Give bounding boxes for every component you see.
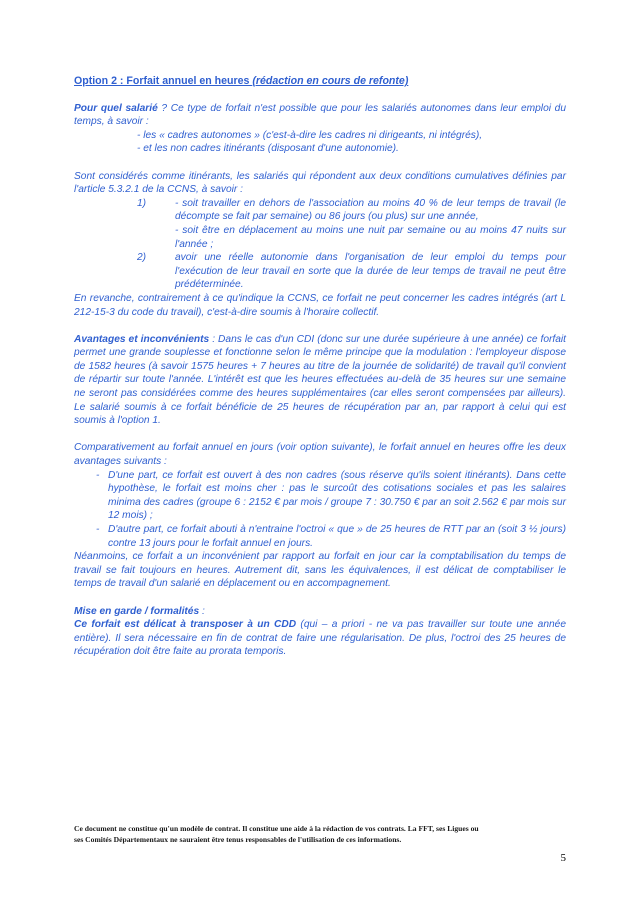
- spacer: [74, 319, 566, 333]
- heading-main-text: Option 2 : Forfait annuel en heures: [74, 75, 253, 87]
- paragraph-comparaison-closing: Néanmoins, ce forfait a un inconvénient par rapport au forfait en jour car la comptabilisation du temps de travail se fait toujours en heures. Autrement dit, sans les équivalences, il est délicat de comptabiliser le temps de travail d'un salarié en déplacement ou en accompagnement.: [74, 551, 566, 590]
- label-mise-en-garde: Mise en garde / formalités: [74, 605, 200, 617]
- numbered-item-2-marker: 2): [137, 252, 147, 264]
- bullet-item-dune-part-text: D'une part, ce forfait est ouvert à des non cadres (sous réserve qu'ils soient itinérants). Dans cette hypothèse, le forfait est moins cher : pas le surcoût des cotisations sociales et pas les salaires minima des cadres (groupe 6 : 2152 € par mois / groupe 7 : 30.750 € par an soit 2.562 € par mois sur 12 mois) ;: [108, 469, 566, 522]
- bullet-dash-icon: -: [96, 524, 100, 535]
- label-pour-quel-salarie: Pour quel salarié: [74, 102, 158, 114]
- spacer: [74, 428, 566, 442]
- numbered-item-2-text: avoir une réelle autonomie dans l'organisation de leur emploi du temps pour l'exécution de leur travail en sorte que la durée de leur temps de travail ne peut être prédéterminée.: [175, 252, 566, 291]
- text-cdd-warning-body: (qui – a priori - ne va pas travailler sur toute une année entière). Il sera nécessaire en fin de contrat de faire une régularisation. De plus, l'octroi des 25 heures de récupération doit être faite au prorata temporis.: [74, 619, 566, 658]
- numbered-item-1: [74, 197, 566, 224]
- list-item-cadres-autonomes: - les « cadres autonomes » (c'est-à-dire les cadres ni dirigeants, ni intégrés),: [137, 129, 483, 141]
- paragraph-pour-quel-salarie: [74, 102, 566, 129]
- spacer: [74, 591, 566, 605]
- spacer: [74, 88, 566, 102]
- paragraph-itinerants-intro: Sont considérés comme itinérants, les salariés qui répondent aux deux conditions cumulatives définies par l'article 5.3.2.1 de la CCNS, à savoir :: [74, 170, 566, 196]
- numbered-item-1-sub-dash: - soit être en déplacement au moins une nuit par semaine ou au moins 47 nuits sur l'année ;: [175, 224, 566, 250]
- bullet-item-dautre-part-text: D'autre part, ce forfait abouti à n'entraine l'octroi « que » de 25 heures de RTT par an (soit 3 ½ jours) contre 13 jours pour le forfait annuel en jours.: [108, 524, 566, 549]
- numbered-item-1-marker: 1): [137, 197, 147, 209]
- document-body: [74, 74, 566, 659]
- text-pour-quel-salarie-body: ? Ce type de forfait n'est possible que pour les salariés autonomes dans leur emploi du temps, à savoir :: [74, 102, 566, 128]
- text-avantages-body: : Dans le cas d'un CDI (donc sur une durée supérieure à une année) ce forfait permet une grande souplesse et fonctionne selon le même principe que la modulation : l'employeur dispose de 1582 heures (à savoir 1575 heures + 7 heures au titre de la journée de solidarité) de travail qu'il convient de répartir sur toute l'année. L'intérêt est que les heures effectuées au-delà de 35 heures sur une semaine ne seront pas considérées comme des heures supplémentaires (car elles seront compensées par ailleurs). Le salarié soumis à ce forfait bénéficie de 25 heures de récupération par an, par rapport à celui qui est soumis à l'option 1.: [74, 333, 566, 427]
- section-heading: [74, 74, 566, 88]
- paragraph-itinerants-closing: En revanche, contrairement à ce qu'indique la CCNS, ce forfait ne peut concerner les cadres intégrés (art L 212-15-3 du code du travail), c'est-à-dire soumis à l'horaire collectif.: [74, 292, 566, 318]
- bullet-dash-icon: -: [96, 469, 100, 481]
- bullet-item-dautre-part: [74, 523, 566, 550]
- bullet-item-dune-part: [74, 469, 566, 523]
- footer-line-2: ses Comités Départementaux ne sauraient être tenus responsables de l'utilisation de ces informations.: [74, 835, 402, 844]
- label-mise-en-garde-line: [74, 605, 566, 619]
- paragraph-mise-en-garde-warning: [74, 618, 566, 659]
- label-cdd-warning: Ce forfait est délicat à transposer à un CDD: [74, 619, 297, 631]
- label-avantages-inconvenients: Avantages et inconvénients: [74, 333, 210, 345]
- label-mise-en-garde-suffix: :: [199, 605, 205, 617]
- numbered-item-2: [74, 251, 566, 292]
- page-number: 5: [560, 852, 566, 864]
- footer-line-1: Ce document ne constitue qu'un modèle de contrat. Il constitue une aide à la rédaction de vos contrats. La FFT, ses Ligues ou: [74, 824, 479, 833]
- list-item-non-cadres-itinerants: - et les non cadres itinérants (disposant d'une autonomie).: [137, 143, 399, 155]
- page-footer-disclaimer: [74, 823, 566, 845]
- numbered-item-1-text: - soit travailler en dehors de l'association au moins 40 % de leur temps de travail (le décompte se fait par semaine) ou 86 jours (ou plus) sur une année,: [175, 197, 566, 223]
- heading-italic-note: (rédaction en cours de refonte): [252, 75, 409, 87]
- paragraph-comparaison-intro: Comparativement au forfait annuel en jours (voir option suivante), le forfait annuel en heures offre les deux avantages suivants :: [74, 442, 566, 468]
- spacer: [74, 156, 566, 170]
- paragraph-avantages: [74, 333, 566, 428]
